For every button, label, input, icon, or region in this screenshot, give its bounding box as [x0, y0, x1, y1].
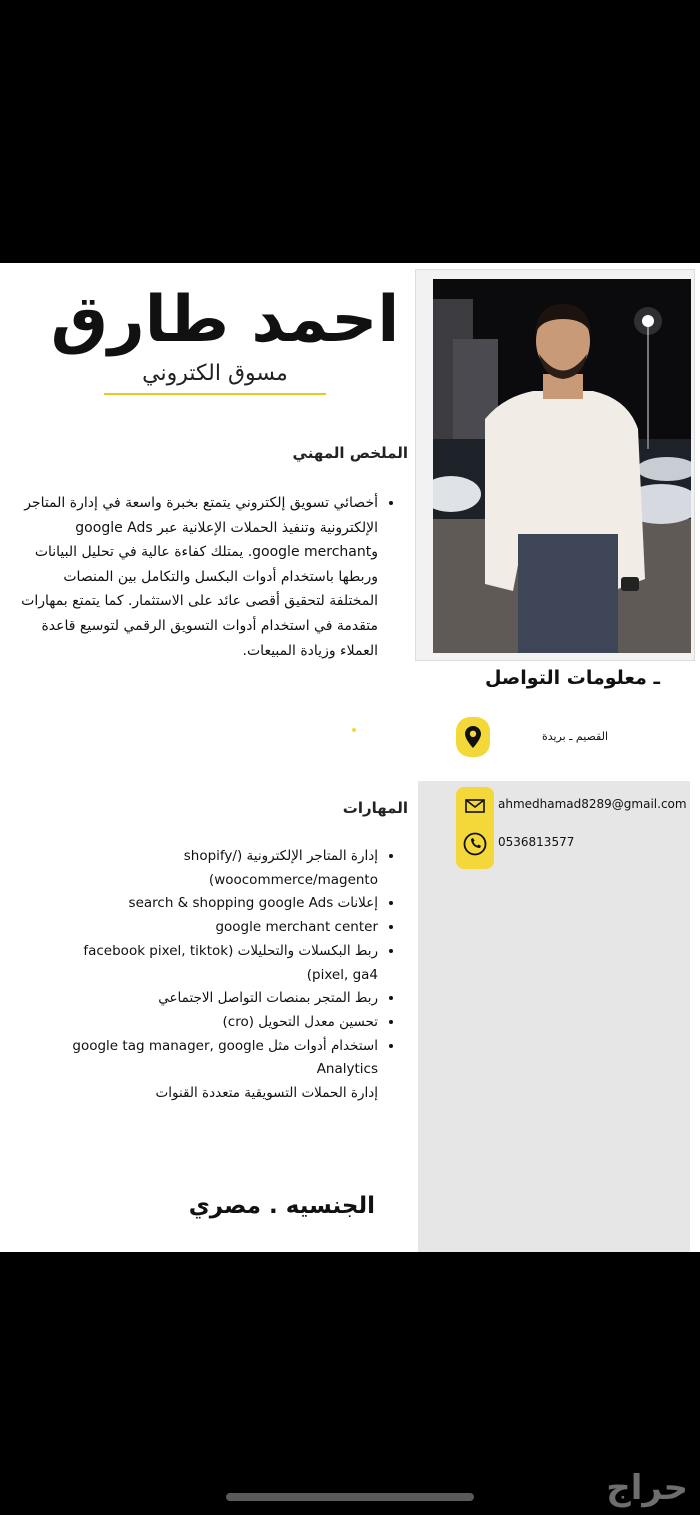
location-icon-box: [456, 717, 490, 757]
envelope-icon: [465, 798, 485, 817]
map-pin-icon: [465, 726, 481, 752]
skill-extra: إدارة الحملات التسويقية متعددة القنوات: [155, 1085, 378, 1102]
summary-text: • أخصائي تسويق إلكتروني يتمتع بخبرة واسعة في إدارة المتاجر الإلكترونية وتنفيذ الحملات الإعلانية عبر google Ads وgoogle merchant. يمتلك كفاءة عالية في تحليل البيانات وربطها باستخدام أدوات البكسل والتكامل بين المنصات المختلفة لتحقيق أقصى عائد على الاستثمار. كما يتمتع بمهارات متقدمة في استخدام أدوات التسويق الرقمي لتوسيع قاعدة العملاء وزيادة المبيعات.: [20, 491, 378, 663]
summary-section: [20, 491, 390, 663]
skill-item: • استخدام أدوات مثل google tag manager, google Analytics: [70, 1035, 378, 1082]
phone-text[interactable]: 0536813577: [498, 835, 575, 849]
profile-photo-frame: [415, 269, 695, 661]
nationality: الجنسيه . مصري: [188, 1193, 375, 1219]
site-watermark: حراج: [606, 1468, 688, 1508]
contact-title: ـ معلومات التواصل: [484, 667, 660, 689]
skill-item: • google merchant center: [70, 916, 378, 940]
home-indicator-bar[interactable]: [226, 1493, 474, 1501]
candidate-name: احمد طارق: [50, 283, 400, 357]
role-underline: [104, 393, 326, 395]
email-text[interactable]: ahmedhamad8289@gmail.com: [498, 797, 687, 811]
location-text: القصيم ـ بريدة: [541, 730, 609, 743]
phone-icon: [463, 832, 487, 860]
skill-item: • ربط البكسلات والتحليلات (facebook pixel, tiktok pixel, ga4): [70, 940, 378, 987]
resume-page: [0, 263, 700, 1252]
profile-photo: [433, 279, 691, 653]
candidate-role: مسوق الكتروني: [142, 361, 288, 386]
skills-section: [70, 845, 394, 1106]
summary-title: الملخص المهني: [292, 444, 408, 462]
skill-item: • ربط المتجر بمنصات التواصل الاجتماعي: [70, 987, 378, 1011]
skill-item: • إدارة المتاجر الإلكترونية (/shopify woocommerce/magento): [70, 845, 378, 892]
skill-item: • إعلانات search & shopping google Ads: [70, 892, 378, 916]
skills-title: المهارات: [342, 799, 408, 817]
contact-icons-box: [456, 787, 494, 869]
accent-dot: [352, 728, 356, 732]
skill-item: • تحسين معدل التحويل (cro): [70, 1011, 378, 1035]
